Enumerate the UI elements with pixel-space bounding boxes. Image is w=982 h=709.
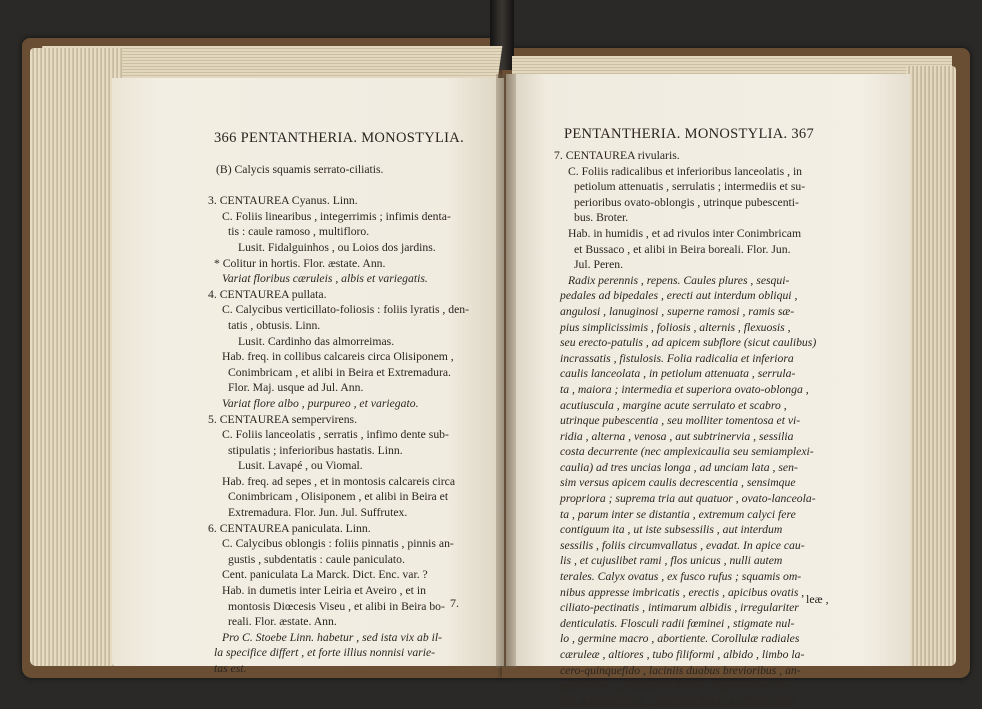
left-page-catchword: 7. <box>450 596 459 610</box>
text-line: angulosi , lanuginosi , superne ramosi , ramis sæ- <box>560 304 795 318</box>
text-line: Hab. in humidis , et ad rivulos inter Conimbricam <box>568 226 802 240</box>
text-line: tatis , obtusis. Linn. <box>228 318 321 332</box>
text-line: * Colitur in hortis. Flor. æstate. Ann. <box>214 256 386 270</box>
text-line: pedales ad bipedales , erecti aut interdum obliqui , <box>560 289 798 303</box>
text-line: Radix perennis , repens. Caules plures , sesqui- <box>568 273 790 287</box>
text-line: sessilis , foliis circumvallatus , evadat. In apice cau- <box>560 538 805 552</box>
left-page-header: 366 PENTANTHERIA. MONOSTYLIA. <box>214 130 464 146</box>
text-line: caulis lanceolata , in petiolum attenuata , serrula- <box>560 367 796 381</box>
right-page-header: PENTANTHERIA. MONOSTYLIA. 367 <box>564 126 814 142</box>
text-line: reali. Flor. æstate. Ann. <box>228 615 337 629</box>
text-line: tis : caule ramoso , multifloro. <box>228 225 370 239</box>
right-page-edges <box>906 66 956 666</box>
text-line: bus. Broter. <box>574 211 629 225</box>
text-line: Cent. paniculata La Marck. Dict. Enc. var. ? <box>222 568 428 582</box>
text-line: Hab. freq. ad sepes , et in montosis calcareis circa <box>222 474 456 488</box>
text-line: Conimbricam , et alibi in Beira et Extremadura. <box>228 365 451 379</box>
text-line: perioribus ovato-oblongis , utrinque pubescenti- <box>574 195 799 209</box>
text-line: bus subæqualibus ; corollula disci ex albido-cæru- <box>560 694 798 708</box>
text-line <box>208 178 469 194</box>
text-line: incrassatis , fistulosis. Folia radicalia et inferiora <box>560 351 794 365</box>
left-page-edges <box>30 48 122 666</box>
text-line: pius simplicissimis , foliosis , alternis , flexuosis , <box>560 320 791 334</box>
text-line: ta , parum inter se distantia , extremum calyci fere <box>560 507 796 521</box>
text-line: (B) Calycis squamis serrato-ciliatis. <box>216 163 384 176</box>
text-line: Lusit. Fidalguinhos , ou Loios dos jardins. <box>238 240 436 254</box>
text-line: la specifice differt , et forte illius nonnisi varie- <box>214 646 436 660</box>
text-line: montosis Diœcesis Viseu , et alibi in Beira bo- <box>228 599 445 613</box>
text-line: seu erecto-patulis , ad apicem subflore (sicut caulibus) <box>560 336 817 350</box>
text-line: sim versus apicem caulis decrescentia , sensimque <box>560 476 796 490</box>
text-line: Pro C. Stoebe Linn. habetur , sed ista vix ab il- <box>222 630 442 644</box>
text-line: C. Foliis radicalibus et inferioribus lanceolatis , in <box>568 164 803 178</box>
text-line: 7. CENTAUREA rivularis. <box>554 149 680 162</box>
text-line: gustis , subdentatis : caule paniculato. <box>228 552 405 566</box>
text-line: 5. CENTAUREA sempervirens. <box>208 412 358 426</box>
text-line: Variat flore albo , purpureo , et variegato. <box>222 396 419 410</box>
text-line: Lusit. Cardinho das almorreimas. <box>238 334 395 348</box>
text-line: Variat floribus cæruleis , albis et variegatis. <box>222 272 428 286</box>
text-line: ridia , alterna , venosa , aut subtrinervia , sessilia <box>560 429 794 443</box>
text-line: tas est. <box>214 662 247 675</box>
text-line: Lusit. Lavapé , ou Viomal. <box>238 459 363 473</box>
text-line: 3. CENTAUREA Cyanus. Linn. <box>208 194 358 208</box>
text-line: 6. CENTAUREA paniculata. Linn. <box>208 521 371 535</box>
text-line: C. Foliis lanceolatis , serratis , infimo dente sub- <box>222 428 449 442</box>
text-line: utrinque pubescentia , seu molliter tomentosa et vi- <box>560 414 801 428</box>
text-line: nibus appresse imbricatis , erectis , apicibus ovatis , <box>560 585 805 599</box>
text-line: ciliato-pectinatis , intimarum albidis , irregulariter <box>560 601 799 615</box>
text-line: lo , germine macro , abortiente. Corollulæ radiales <box>560 632 800 646</box>
right-page <box>506 74 910 708</box>
text-line: 4. CENTAUREA pullata. <box>208 287 327 301</box>
left-page-body <box>208 162 469 677</box>
text-line: denticulatis. Flosculi radii fœminei , stigmate nul- <box>560 616 795 630</box>
text-line: Flor. Maj. usque ad Jul. Ann. <box>228 381 364 395</box>
text-line: Extremadura. Flor. Jun. Jul. Suffrutex. <box>228 506 408 520</box>
text-line: ta , maiora ; intermedia et superiora ovato-oblonga , <box>560 382 809 396</box>
text-line: Jul. Peren. <box>574 258 624 272</box>
text-line: cæruleæ , altiores , tubo filiformi , albido , limbo la- <box>560 648 805 661</box>
text-line: stipulatis ; inferioribus hastatis. Linn. <box>228 443 403 457</box>
text-line: lis , et cujuslibet rami , flos unicus , nulli autem <box>560 554 783 568</box>
text-line: C. Foliis linearibus , integerrimis ; infimis denta- <box>222 209 451 223</box>
text-line: caulia) ad tres uncias longa , ad unciam lata , sen- <box>560 460 798 474</box>
text-line: propriora ; suprema tria aut quatuor , ovato-lanceola- <box>560 492 816 506</box>
right-page-catchword: leæ , <box>806 592 829 606</box>
text-line: C. Calycibus oblongis : foliis pinnatis , pinnis an- <box>222 537 454 551</box>
text-line: gustioribus , profundius divisis , superioribus tri- <box>560 679 791 693</box>
text-line: acutiuscula , margine acute serrulato et scabro , <box>560 398 787 412</box>
text-line: contiguum ita , ut iste subsessilis , aut interdum <box>560 523 783 537</box>
text-line: terales. Calyx ovatus , ex fusco rufus ; squamis om- <box>560 570 802 584</box>
text-line: Hab. freq. in collibus calcareis circa Olisiponem , <box>222 350 454 364</box>
text-line: petiolum attenuatis , serrulatis ; intermediis et su- <box>574 180 806 194</box>
text-line: C. Calycibus verticillato-foliosis : foliis lyratis , den- <box>222 303 470 317</box>
text-line: Conimbricam , Olisiponem , et alibi in Beira et <box>228 490 449 504</box>
right-page-body <box>554 148 816 709</box>
text-line: et Bussaco , et alibi in Beira boreali. Flor. Jun. <box>574 242 791 256</box>
text-line: Hab. in dumetis inter Leiria et Aveiro , et in <box>222 584 426 598</box>
text-line: cero-quinquefido , laciniis duabus brevioribus , an- <box>560 663 801 677</box>
text-line: costa decurrente (nec amplexicaulia seu semiamplexi- <box>560 445 814 459</box>
left-page <box>112 78 504 675</box>
gutter-shadow <box>496 74 516 668</box>
